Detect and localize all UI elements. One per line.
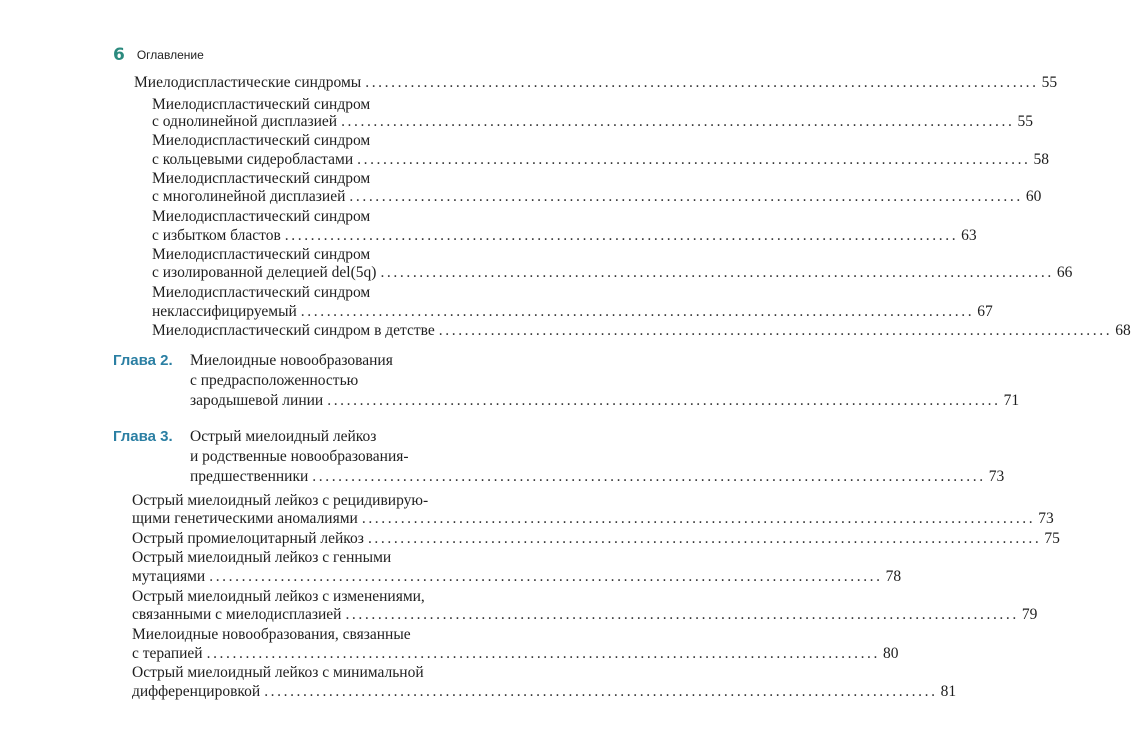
toc-page-number: 79: [1021, 606, 1038, 623]
dot-leader: ........................................................................................................: [349, 188, 1023, 205]
toc-entry-line[interactable]: Миелодиспластический синдром: [152, 208, 371, 225]
toc-page-number: 71: [1003, 392, 1020, 409]
toc-page-number: 68: [1115, 322, 1131, 339]
toc-entry[interactable]: с изолированной делецией del(5q) ........................................................................................................ 66: [152, 262, 490, 284]
toc-entry-line[interactable]: Острый миелоидный лейкоз с минимальной: [132, 664, 424, 681]
dot-leader: ........................................................................................................: [367, 530, 1042, 547]
chapter-3-title-line[interactable]: Острый миелоидный лейкоз: [190, 428, 377, 445]
toc-page-number: 75: [1044, 530, 1060, 547]
toc-entry-line[interactable]: Острый миелоидный лейкоз с изменениями,: [132, 588, 425, 605]
toc-page-number: 73: [988, 468, 1005, 485]
toc-page-number: 63: [961, 227, 977, 244]
toc-entry-line[interactable]: Миелодиспластический синдром: [152, 132, 371, 149]
toc-entry[interactable]: с избытком бластов ........................................................................................................ 63: [152, 225, 490, 247]
toc-page-number: 81: [940, 683, 957, 700]
dot-leader: ........................................................................................................: [327, 392, 1001, 409]
toc-entry[interactable]: неклассифицируемый ........................................................................................................ 67: [152, 301, 490, 323]
toc-page-number: 67: [977, 303, 993, 320]
dot-leader: ........................................................................................................: [380, 264, 1054, 281]
toc-page-number: 80: [883, 645, 899, 662]
toc-page-number: 66: [1056, 264, 1073, 281]
running-head-title: Оглавление: [136, 48, 204, 62]
dot-leader: ........................................................................................................: [312, 468, 986, 485]
dot-leader: ........................................................................................................: [438, 322, 1113, 339]
toc-entry[interactable]: Миелодиспластический синдром в детстве ........................................................................................................ 68: [152, 320, 490, 342]
toc-entry[interactable]: с кольцевыми сидеробластами ........................................................................................................ 58: [152, 149, 490, 171]
toc-entry-line[interactable]: Миелодиспластический синдром: [152, 246, 371, 263]
dot-leader: ........................................................................................................: [341, 113, 1015, 130]
chapter-2-label[interactable]: Глава 2.: [113, 352, 173, 369]
toc-entry[interactable]: мутациями ........................................................................................................ 78: [132, 566, 490, 588]
toc-entry-line[interactable]: Острый миелоидный лейкоз с рецидивирую-: [132, 492, 429, 509]
chapter-3-title-line[interactable]: и родственные новообразования-: [190, 448, 409, 465]
dot-leader: ........................................................................................................: [345, 606, 1019, 623]
toc-entry-line[interactable]: Миелодиспластический синдром: [152, 284, 371, 301]
dot-leader: ........................................................................................................: [206, 645, 881, 662]
toc-entry[interactable]: связанными с миелодисплазией ........................................................................................................ 79: [132, 604, 490, 626]
toc-entry[interactable]: с многолинейной дисплазией ........................................................................................................ 60: [152, 186, 490, 208]
page-number: 6: [113, 45, 125, 65]
toc-entry[interactable]: Острый промиелоцитарный лейкоз ........................................................................................................ 75: [132, 528, 490, 550]
dot-leader: ........................................................................................................: [264, 683, 938, 700]
toc-entry-line[interactable]: Миелодиспластический синдром: [152, 170, 371, 187]
toc-entry[interactable]: с однолинейной дисплазией ........................................................................................................ 55: [152, 111, 490, 133]
toc-page-number: 60: [1025, 188, 1042, 205]
toc-entry[interactable]: Миелодиспластические синдромы ........................................................................................................ 55: [134, 72, 490, 94]
toc-entry-line[interactable]: Миелодиспластический синдром: [152, 96, 371, 113]
chapter-3-entry[interactable]: предшественники ........................................................................................................ 73: [190, 466, 490, 488]
toc-entry-line[interactable]: Острый миелоидный лейкоз с генными: [132, 549, 392, 566]
chapter-3-label[interactable]: Глава 3.: [113, 428, 173, 445]
toc-entry[interactable]: дифференцировкой ........................................................................................................ 81: [132, 681, 490, 703]
toc-page-number: 73: [1038, 510, 1054, 527]
dot-leader: ........................................................................................................: [365, 74, 1039, 91]
toc-page-number: 55: [1041, 74, 1058, 91]
chapter-2-title-line[interactable]: с предрасположенностью: [190, 372, 359, 389]
toc-page-number: 55: [1017, 113, 1033, 130]
dot-leader: ........................................................................................................: [357, 151, 1031, 168]
dot-leader: ........................................................................................................: [209, 568, 883, 585]
dot-leader: ........................................................................................................: [284, 227, 959, 244]
toc-page-number: 58: [1033, 151, 1050, 168]
toc-page-number: 78: [885, 568, 902, 585]
dot-leader: ........................................................................................................: [361, 510, 1036, 527]
chapter-2-title-line[interactable]: Миелоидные новообразования: [190, 352, 393, 369]
toc-entry[interactable]: щими генетическими аномалиями ........................................................................................................ 73: [132, 508, 490, 530]
dot-leader: ........................................................................................................: [300, 303, 975, 320]
toc-entry-line[interactable]: Миелоидные новообразования, связанные: [132, 626, 411, 643]
chapter-2-entry[interactable]: зародышевой линии ........................................................................................................ 71: [190, 390, 490, 412]
toc-entry[interactable]: с терапией ........................................................................................................ 80: [132, 643, 490, 665]
